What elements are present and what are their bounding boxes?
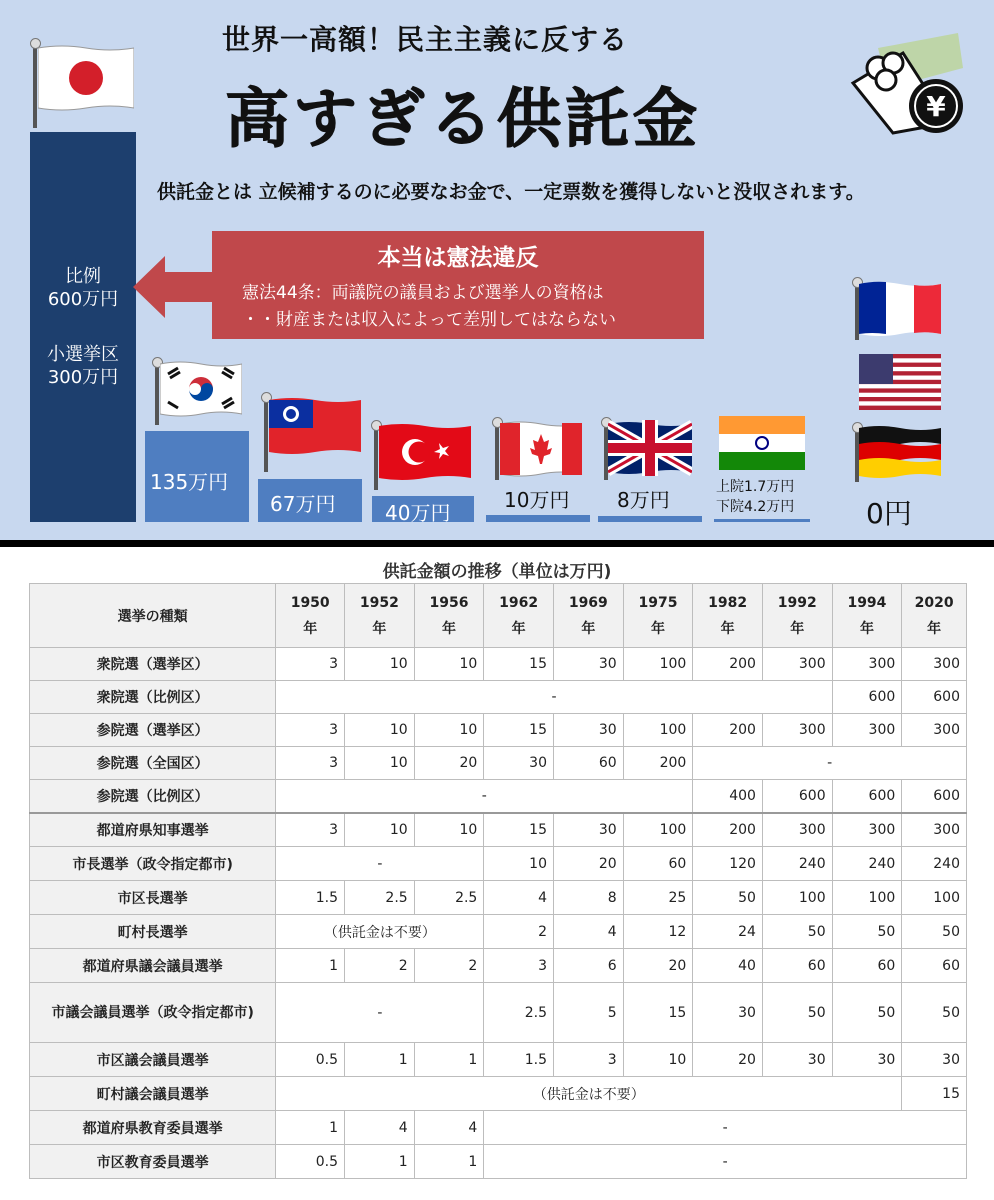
south-korea-flag-icon [160,360,242,418]
table-cell: 15 [902,1077,967,1111]
row-label: 市長選挙（政令指定都市) [30,847,276,881]
table-cell: 1.5 [276,881,345,915]
japan-flag-icon [38,44,134,114]
table-row [30,949,967,983]
table-cell-merged: - [276,780,693,813]
row-label: 衆院選（比例区） [30,681,276,714]
table-cell-merged: - [484,1145,967,1179]
india-flag-icon [719,416,805,470]
japan-single-seat-label: 小選挙区 [47,344,119,365]
table-cell: 300 [832,813,902,847]
left-arrow-icon [133,256,218,318]
table-cell: 20 [693,1043,763,1077]
row-label: 市議会議員選挙（政令指定都市) [30,983,276,1043]
table-cell: 300 [832,648,902,681]
table-cell: 60 [762,949,832,983]
table-cell: 10 [623,1043,693,1077]
table-cell: 6 [553,949,623,983]
table-cell: 15 [623,983,693,1043]
table-cell: 3 [484,949,554,983]
table-row [30,915,967,949]
table-cell: 200 [693,648,763,681]
year-header: 1956 年 [414,584,484,648]
table-cell: 50 [693,881,763,915]
table-cell: 10 [414,648,484,681]
table-cell: 50 [762,915,832,949]
table-cell: 2 [414,949,484,983]
year-header: 1992 年 [762,584,832,648]
year-header: 1975 年 [623,584,693,648]
korea-deposit-amount: 135万円 [150,470,229,494]
table-cell: 2 [345,949,415,983]
table-cell: 600 [902,780,967,813]
table-row [30,847,967,881]
table-cell: 4 [414,1111,484,1145]
table-cell: 100 [762,881,832,915]
india-upper-house-amount: 上院1.7万円 [716,479,795,495]
row-label: 参院選（選挙区） [30,714,276,747]
table-cell: 10 [345,714,415,747]
row-label: 衆院選（選挙区） [30,648,276,681]
row-label: 市区議会議員選挙 [30,1043,276,1077]
row-label: 参院選（全国区） [30,747,276,780]
table-cell: 240 [902,847,967,881]
taiwan-deposit-amount: 67万円 [270,492,336,516]
table-row [30,1145,967,1179]
japan-proportional-label: 比例 [65,266,101,287]
table-cell: 240 [762,847,832,881]
table-cell: 200 [693,714,763,747]
table-cell: 50 [832,983,902,1043]
row-label: 都道府県知事選挙 [30,813,276,847]
table-cell: 100 [832,881,902,915]
turkey-deposit-amount: 40万円 [385,501,451,525]
table-cell-merged: （供託金は不要） [276,1077,902,1111]
table-cell: 20 [553,847,623,881]
table-cell: 4 [484,881,554,915]
table-row [30,747,967,780]
table-cell: 200 [693,813,763,847]
table-row [30,1043,967,1077]
row-label: 参院選（比例区） [30,780,276,813]
table-cell: 300 [762,714,832,747]
table-row [30,681,967,714]
table-cell: 600 [762,780,832,813]
taiwan-flag-icon [269,396,361,456]
table-cell: 20 [414,747,484,780]
row-label: 市区長選挙 [30,881,276,915]
table-cell: 30 [832,1043,902,1077]
infographic-subtitle: 世界一高額！民主主義に反する [222,23,629,56]
table-cell: 2 [484,915,554,949]
svg-text:¥: ¥ [926,90,946,123]
callout-line-2: ・・財産または収入によって差別してはならない [242,310,616,330]
flag-pole [155,365,159,425]
table-cell-merged: - [484,1111,967,1145]
year-header: 1952 年 [345,584,415,648]
table-cell-merged: - [276,681,832,714]
table-cell: 300 [902,813,967,847]
row-label: 都道府県教育委員選挙 [30,1111,276,1145]
year-header: 1969 年 [553,584,623,648]
table-cell: 30 [553,813,623,847]
table-row [30,881,967,915]
table-cell: 60 [902,949,967,983]
turkey-flag-icon [379,422,471,482]
callout-line-1: 憲法44条：両議院の議員および選挙人の資格は [242,283,604,303]
table-cell: 15 [484,714,554,747]
table-cell: 60 [553,747,623,780]
table-cell: 24 [693,915,763,949]
table-row [30,648,967,681]
table-cell: 400 [693,780,763,813]
table-cell: 10 [414,813,484,847]
table-cell: 0.5 [276,1043,345,1077]
table-cell: 3 [276,648,345,681]
table-cell: 30 [693,983,763,1043]
table-cell: 120 [693,847,763,881]
table-row [30,1111,967,1145]
table-cell: 2.5 [484,983,554,1043]
table-cell: 10 [484,847,554,881]
table-cell-merged: - [693,747,967,780]
table-row [30,813,967,847]
year-header: 2020 年 [902,584,967,648]
india-lower-house-amount: 下院4.2万円 [716,499,795,515]
table-cell: 1 [276,949,345,983]
usa-flag-icon [859,354,941,410]
table-cell: 4 [345,1111,415,1145]
table-cell: 8 [553,881,623,915]
table-cell: 50 [902,915,967,949]
table-cell: 50 [902,983,967,1043]
table-cell: 50 [832,915,902,949]
table-cell: 600 [832,780,902,813]
uk-flag-icon [608,420,692,476]
row-label: 都道府県議会議員選挙 [30,949,276,983]
table-cell: 1 [345,1145,415,1179]
row-label: 市区教育委員選挙 [30,1145,276,1179]
japan-single-seat-amount: 300万円 [47,367,119,388]
flag-pole [495,425,499,480]
table-cell: 1 [276,1111,345,1145]
table-cell-merged: - [276,983,484,1043]
table-row [30,714,967,747]
year-header: 1950 年 [276,584,345,648]
table-cell: 300 [902,648,967,681]
uk-deposit-amount: 8万円 [617,488,670,512]
table-cell-merged: - [276,847,484,881]
section-divider [0,540,994,547]
france-flag-icon [859,280,941,338]
canada-flag-icon [500,420,582,478]
constitution-callout [212,231,704,339]
india-deposit-bar [714,519,810,522]
table-cell: 10 [345,648,415,681]
japan-deposit-bar [30,132,136,522]
table-cell: 300 [762,648,832,681]
table-cell: 20 [623,949,693,983]
zero-deposit-amount: 0円 [866,497,912,530]
table-cell: 30 [902,1043,967,1077]
table-cell: 50 [762,983,832,1043]
table-cell: 300 [762,813,832,847]
infographic-title: 高すぎる供託金 [225,83,701,157]
flag-pole [33,46,37,128]
table-cell: 30 [484,747,554,780]
table-row [30,983,967,1043]
money-yen-icon [838,28,968,138]
table-cell: 200 [623,747,693,780]
table-cell: 1 [345,1043,415,1077]
table-cell: 30 [762,1043,832,1077]
germany-flag-icon [859,424,941,480]
year-header: 1994 年 [832,584,902,648]
table-header-row [30,584,967,648]
table-cell: 10 [345,747,415,780]
table-cell: 4 [553,915,623,949]
table-cell: 15 [484,813,554,847]
canada-deposit-bar [486,515,590,522]
table-cell: 30 [553,648,623,681]
table-cell: 100 [902,881,967,915]
table-title: 供託金額の推移（単位は万円) [382,562,612,582]
year-header: 1982 年 [693,584,763,648]
table-cell: 12 [623,915,693,949]
table-cell: 30 [553,714,623,747]
table-cell: 40 [693,949,763,983]
year-header: 1962 年 [484,584,554,648]
japan-proportional-amount: 600万円 [47,289,119,310]
table-cell: 15 [484,648,554,681]
row-label: 町村長選挙 [30,915,276,949]
table-cell: 1 [414,1145,484,1179]
deposit-history-table [29,583,967,1179]
row-label: 町村議会議員選挙 [30,1077,276,1111]
table-row [30,780,967,813]
table-cell: 600 [832,681,902,714]
table-cell: 2.5 [345,881,415,915]
table-cell: 300 [902,714,967,747]
table-cell: 100 [623,714,693,747]
table-row [30,1077,967,1111]
table-cell: 1 [414,1043,484,1077]
table-cell: 3 [276,747,345,780]
table-cell: 60 [623,847,693,881]
deposit-infographic [0,0,994,540]
table-cell: 100 [623,648,693,681]
infographic-description: 供託金とは 立候補するのに必要なお金で、一定票数を獲得しないと没収されます。 [157,181,865,203]
callout-heading: 本当は憲法違反 [377,245,539,271]
table-cell: 60 [832,949,902,983]
table-cell: 10 [414,714,484,747]
election-type-header: 選挙の種類 [30,584,276,648]
table-cell: 3 [553,1043,623,1077]
table-cell: 600 [902,681,967,714]
flag-pole [264,400,268,472]
table-cell: 3 [276,813,345,847]
table-cell: 5 [553,983,623,1043]
table-cell: 300 [832,714,902,747]
table-cell: 25 [623,881,693,915]
canada-deposit-amount: 10万円 [504,488,570,512]
table-cell: 3 [276,714,345,747]
table-cell: 2.5 [414,881,484,915]
uk-deposit-bar [598,516,702,522]
flag-pole [374,428,378,490]
table-cell: 0.5 [276,1145,345,1179]
table-cell: 100 [623,813,693,847]
table-cell-merged: （供託金は不要） [276,915,484,949]
table-cell: 240 [832,847,902,881]
table-cell: 10 [345,813,415,847]
table-cell: 1.5 [484,1043,554,1077]
